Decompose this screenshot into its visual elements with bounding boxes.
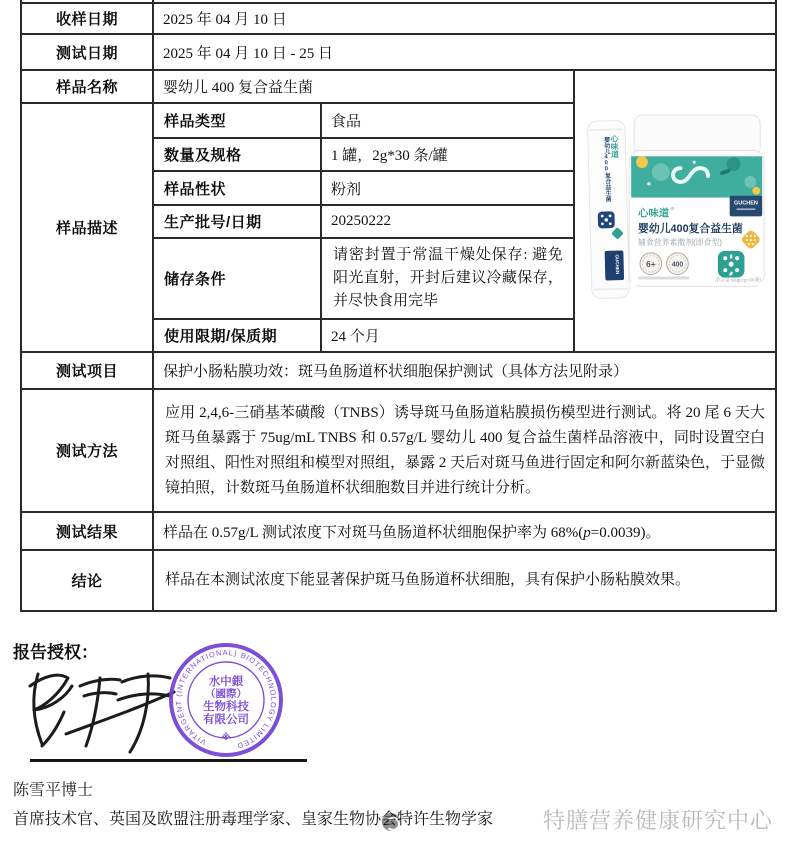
stamp-center-line3: 生物科技 [203, 701, 249, 713]
batch-number-label: 生产批号/日期 [153, 205, 321, 238]
age-medal-text: 6+ [646, 258, 656, 269]
result-p-symbol: p [583, 524, 591, 541]
shelf-life-label: 使用限期/保质期 [153, 319, 321, 352]
result-text-post: =0.0039)。 [590, 524, 661, 541]
stamp-center-line1: 水中銀 [208, 676, 244, 688]
handwritten-signature [22, 652, 182, 764]
table-row [21, 70, 776, 103]
stick-badge-text: GUCHEN [614, 254, 621, 274]
table-row [21, 389, 776, 512]
stamp-center-line4: 有限公司 [203, 714, 249, 726]
sample-name-value: 婴幼儿 400 复合益生菌 [153, 70, 574, 103]
stamp-center-line2: （國際） [205, 688, 247, 700]
storage-value: 请密封置于常温干燥处保存: 避免阳光直射，开封后建议冷藏保存，并尽快食用完毕 [321, 238, 574, 319]
table-row [21, 34, 776, 70]
table-row [21, 512, 776, 550]
test-date-value: 2025 年 04 月 10 日 - 25 日 [153, 34, 776, 70]
table-row [21, 550, 776, 611]
reg-mark: ® [670, 206, 675, 212]
jar [629, 114, 764, 285]
net-content-text: 净含量:60g(2g×30条) [714, 277, 762, 283]
storage-label: 储存条件 [153, 238, 321, 319]
authorization-heading: 报告授权： [13, 643, 98, 662]
company-stamp [166, 640, 286, 760]
sample-type-value: 食品 [321, 103, 574, 138]
corner-badge-text: GUCHEN [734, 200, 758, 207]
watermark-text: 特膳营养健康研究中心 [543, 808, 774, 833]
table-row [21, 352, 776, 389]
stick-name-text: 婴幼儿400复合益生菌 [602, 136, 611, 202]
test-item-label: 测试项目 [21, 352, 153, 389]
table-row [21, 3, 776, 34]
jar-band [631, 156, 762, 197]
signer-name: 陈雪平博士 [13, 782, 94, 799]
receipt-date-label: 收样日期 [21, 3, 153, 34]
receipt-date-value: 2025 年 04 月 10 日 [153, 3, 776, 34]
sample-form-label: 样品性状 [153, 171, 321, 205]
sample-form-value: 粉剂 [321, 171, 574, 205]
micro-text-placeholder [638, 276, 689, 279]
quantity-spec-label: 数量及规格 [153, 138, 321, 171]
result-text-pre: 样品在 0.57g/L 测试浓度下对斑马鱼肠道杯状细胞保护率为 68%( [163, 524, 584, 541]
stamp-bottom-symbol: ※ [221, 732, 231, 742]
brand-text: 心味道 [638, 207, 670, 219]
batch-number-value: 20250222 [321, 205, 574, 238]
test-result-value [153, 512, 776, 550]
product-photo-cell [574, 70, 776, 352]
product-subtitle-text: 辅食营养素撒剂(即食型) [638, 237, 723, 247]
jar-label [631, 195, 762, 285]
test-item-value: 保护小肠粘膜功效：斑马鱼肠道杯状细胞保护测试（具体方法见附录） [153, 352, 776, 389]
report-table [20, 0, 777, 612]
conclusion-value: 样品在本测试浓度下能显著保护斑马鱼肠道杯状细胞，具有保护小肠粘膜效果。 [153, 550, 776, 611]
test-date-label: 测试日期 [21, 34, 153, 70]
stick-brand-text: 心味道 [609, 133, 620, 158]
shelf-life-value: 24 个月 [321, 319, 574, 352]
count-medal-text: 400 [671, 261, 684, 269]
sample-desc-label: 样品描述 [21, 103, 153, 352]
signature-line [30, 759, 307, 762]
test-method-label: 测试方法 [21, 389, 153, 512]
conclusion-label: 结论 [21, 550, 153, 611]
sample-type-label: 样品类型 [153, 103, 321, 138]
stamp-ring-text: VITARGENT (INTERNATIONAL) BIOTECHNOLOGY LIMITED [173, 647, 279, 751]
product-name-text: 婴幼儿400复合益生菌 [638, 222, 743, 235]
test-result-label: 测试结果 [21, 512, 153, 550]
signer-title: 首席技术官、英国及欧盟注册毒理学家、皇家生物协会特许生物学家 [13, 811, 494, 828]
stick-sachet [587, 120, 629, 298]
sample-name-label: 样品名称 [21, 70, 153, 103]
quantity-spec-value: 1 罐，2g*30 条/罐 [321, 138, 574, 171]
product-photo [576, 73, 774, 345]
test-method-value: 应用 2,4,6-三硝基苯磺酸（TNBS）诱导斑马鱼肠道粘膜损伤模型进行测试。将 20 尾 6 天大斑马鱼暴露于 75ug/mL TNBS 和 0.57g/L 婴幼儿 400 复合益生菌样品溶液中，同时设置空白对照组、阳性对照组和模型对照组，暴露 2 天后对斑马鱼进行固定和阿尔新蓝染色，于显微镜拍照，计数斑马鱼肠道杯状细胞数目并进行统计分析。 [153, 389, 776, 512]
